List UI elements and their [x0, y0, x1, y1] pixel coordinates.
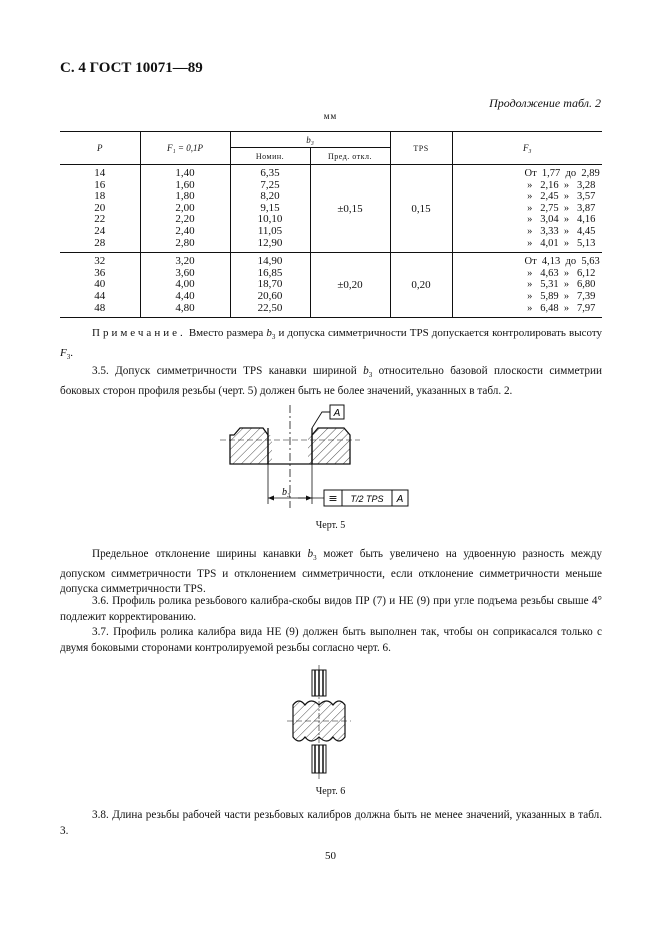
header-f3: F₃ [452, 132, 602, 165]
figure-6-drawing [285, 665, 365, 780]
table-row-group-1 [60, 165, 602, 253]
figure-6-caption: Черт. 6 [315, 786, 346, 797]
header-tps: TPS [390, 132, 452, 165]
table-unit: мм [323, 111, 338, 121]
page-number: 50 [325, 850, 336, 862]
cell-p: 14 16 18 20 22 24 28 [94, 167, 106, 249]
cell-tps: 0,15 [390, 165, 452, 253]
cell-f3: От 4,13 до 5,63 » 4,63 » 6,12 » 5,31 » 6,80 » 5,89 » 7,39 » 6,48 » 7,97 [452, 253, 602, 318]
figure-5-caption: Черт. 5 [315, 520, 346, 531]
symmetry-symbol: ≡ [328, 492, 338, 505]
cell-p: 32 36 40 44 48 [94, 255, 106, 314]
datum-a-label: A [333, 408, 341, 419]
paragraph-3-6: 3.6. Профиль ролика резьбового калибра-скобы видов ПР (7) и НЕ (9) при угле подъема резьбы свыше 4° подлежит корректированию. [60, 595, 602, 623]
cell-f1: 3,20 3,60 4,00 4,40 4,80 [140, 253, 230, 318]
page-header: С. 4 ГОСТ 10071—89 [60, 60, 203, 76]
frame-datum: A [396, 494, 404, 505]
paragraph-3-8: 3.8. Длина резьбы рабочей части резьбовых калибров должна быть не менее значений, указанных в табл. 3. [60, 809, 602, 837]
cell-tps: 0,20 [390, 253, 452, 318]
header-b3-tolerance: Пред. откл. [310, 148, 390, 165]
table-continuation-label: Продолжение табл. 2 [489, 96, 601, 110]
note-label: Примечание. [92, 327, 186, 339]
paragraph-3-7: 3.7. Профиль ролика калибра вида НЕ (9) должен быть выполнен так, чтобы он соприкасался только с двумя боковыми сторонами контролируемой резьбы согласно черт. 6. [60, 626, 602, 654]
header-b3: b₃ [230, 132, 390, 148]
cell-b3-nominal: 14,90 16,85 18,70 20,60 22,50 [230, 253, 310, 318]
table-row-group-2 [60, 253, 602, 318]
cell-f3: От 1,77 до 2,89 » 2,16 » 3,28 » 2,45 » 3,57 » 2,75 » 3,87 » 3,04 » 4,16 » 3,33 » 4,45 » 4,01 » 5,13 [452, 165, 602, 253]
cell-f1: 1,40 1,60 1,80 2,00 2,20 2,40 2,80 [140, 165, 230, 253]
table-note: Примечание. Вместо размера $b_3$ и допуска симметричности TPS допускается контролировать высоту $F_3$. [60, 327, 602, 362]
paragraph-3-5: 3.5. Допуск симметричности TPS канавки шириной $b_3$ относительно базовой плоскости симметрии боковых сторон профиля резьбы (черт. 5) должен быть не более значений, указанных в табл. 2. [60, 365, 603, 397]
header-b3-nominal: Номин. [230, 148, 310, 165]
cell-b3-nominal: 6,35 7,25 8,20 9,15 10,10 11,05 12,90 [230, 165, 310, 253]
header-f1: F₁ = 0,1P [140, 132, 230, 165]
header-p: P [60, 132, 140, 165]
cell-b3-tolerance: ±0,15 [310, 165, 390, 253]
frame-tolerance: T/2 TPS [350, 494, 384, 504]
dim-b3-label: b₃ [282, 487, 291, 498]
cell-b3-tolerance: ±0,20 [310, 253, 390, 318]
paragraph-limit-deviation: Предельное отклонение ширины канавки $b_3$ может быть увеличено на удвоенную разность между допуском симметричности TPS и отклонением симметричности, если отклонение симметричности меньше допуска симметричности TPS. [60, 548, 602, 596]
table-2 [60, 131, 602, 318]
figure-5-drawing [220, 400, 420, 515]
